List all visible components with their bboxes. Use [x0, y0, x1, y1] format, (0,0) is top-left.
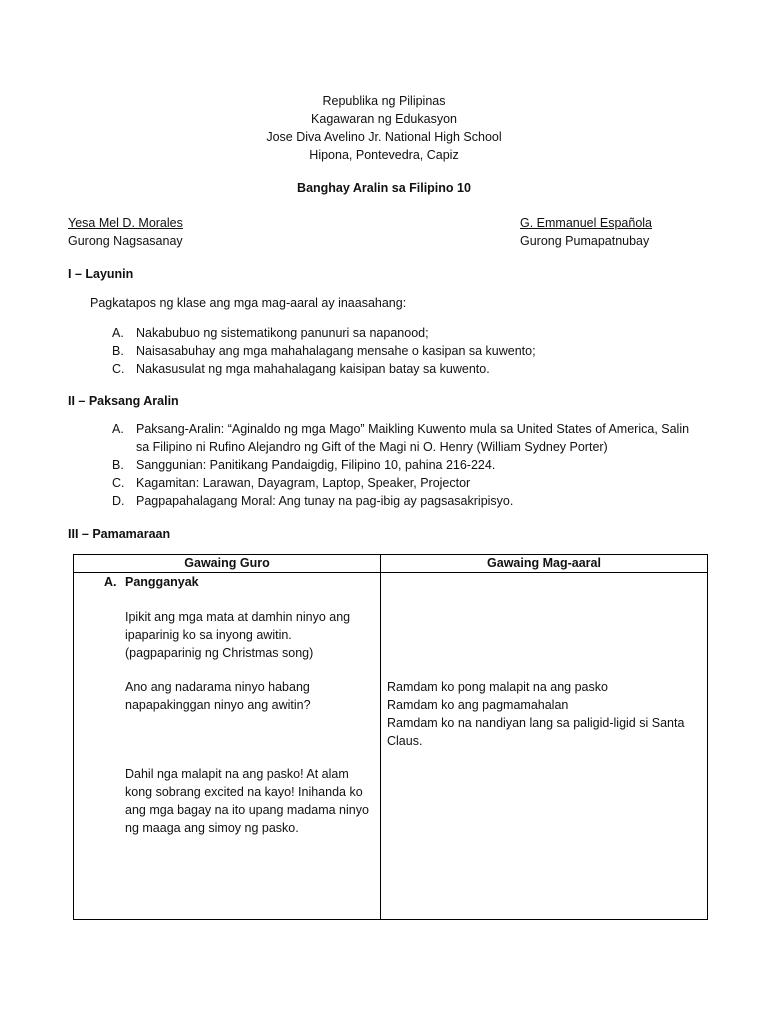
- paksang-aralin-list: [112, 420, 702, 510]
- cell-gawaing-mag-aaral: [381, 573, 708, 920]
- layunin-intro: Pagkatapos ng klase ang mga mag-aaral ay inaasahang:: [90, 296, 407, 310]
- header-republic: Republika ng Pilipinas: [322, 94, 446, 108]
- supervisor-name: G. Emmanuel Española: [520, 216, 653, 230]
- pangganyak-marker: A.: [104, 575, 117, 589]
- guro-text-line: Ipikit ang mga mata at damhin ninyo ang: [125, 610, 351, 624]
- list-item: B. Sanggunian: Panitikang Pandaigdig, Filipino 10, pahina 216-224.: [112, 458, 496, 472]
- list-item: A. Nakabubuo ng sistematikong panunuri sa napanood;: [112, 326, 429, 340]
- header-address: Hipona, Pontevedra, Capiz: [309, 148, 459, 162]
- table-row: [74, 573, 708, 920]
- guro-text-line: kong sobrang excited na kayo! Inihanda ko: [125, 785, 363, 799]
- section-paksang-aralin-heading: II – Paksang Aralin: [68, 394, 179, 408]
- list-item: D. Pagpapahalagang Moral: Ang tunay na pag-ibig ay pagsasakripisyo.: [112, 494, 514, 508]
- supervisor-role: Gurong Pumapatnubay: [520, 234, 650, 248]
- mag-aaral-text-line: Ramdam ko ang pagmamahalan: [387, 698, 569, 712]
- layunin-list: [112, 324, 702, 378]
- list-item: C. Kagamitan: Larawan, Dayagram, Laptop, Speaker, Projector: [112, 476, 471, 490]
- table-header-row: [74, 555, 708, 573]
- section-layunin-heading: I – Layunin: [68, 267, 134, 281]
- list-item: C. Nakasusulat ng mga mahahalagang kaisipan batay sa kuwento.: [112, 362, 490, 376]
- mag-aaral-text-line: Ramdam ko na nandiyan lang sa paligid-ligid si Santa: [387, 716, 685, 730]
- guro-text-line: ng maaga ang simoy ng pasko.: [125, 821, 299, 835]
- guro-text-line: Ano ang nadarama ninyo habang: [125, 680, 310, 694]
- cell-gawaing-guro: [74, 573, 381, 920]
- list-item: B. Naisasabuhay ang mga mahahalagang mensahe o kasipan sa kuwento;: [112, 344, 536, 358]
- teacher-role: Gurong Nagsasanay: [68, 234, 183, 248]
- list-item: A. Paksang-Aralin: “Aginaldo ng mga Mago” Maikling Kuwento mula sa United States of America, Salin sa Filipino ni Rufino Alejandro ng Gift of the Magi ni O. Henry (William Sydney Porter): [112, 422, 690, 454]
- col-header-gawaing-guro: Gawaing Guro: [74, 555, 381, 573]
- guro-text-line: napapakinggan ninyo ang awitin?: [125, 698, 311, 712]
- guro-text-line: ang mga bagay na ito upang madama ninyo: [125, 803, 369, 817]
- guro-text-line: ipaparinig ko sa inyong awitin.: [125, 628, 292, 642]
- section-pamamaraan-heading: III – Pamamaraan: [68, 527, 171, 541]
- guro-text-line: (pagpaparinig ng Christmas song): [125, 646, 314, 660]
- col-header-gawaing-mag-aaral: Gawaing Mag-aaral: [381, 555, 708, 573]
- header-school: Jose Diva Avelino Jr. National High School: [266, 130, 502, 144]
- pangganyak-heading: Pangganyak: [125, 575, 199, 589]
- mag-aaral-text-line: Ramdam ko pong malapit na ang pasko: [387, 680, 608, 694]
- document-title: Banghay Aralin sa Filipino 10: [297, 181, 471, 195]
- letterhead: [0, 92, 768, 164]
- mag-aaral-text-line: Claus.: [387, 734, 423, 748]
- guro-text-line: Dahil nga malapit na ang pasko! At alam: [125, 767, 349, 781]
- procedure-table: [73, 554, 708, 920]
- teacher-name: Yesa Mel D. Morales: [68, 216, 183, 230]
- header-department: Kagawaran ng Edukasyon: [311, 112, 457, 126]
